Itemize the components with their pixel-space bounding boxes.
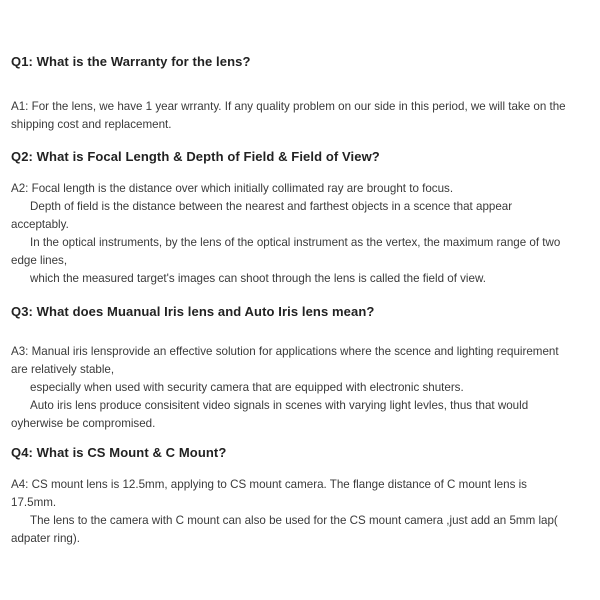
answer-1-line-2: shipping cost and replacement.: [11, 118, 172, 131]
answer-2-line-6: which the measured target's images can shoot through the lens is called the field of view.: [30, 272, 486, 285]
answer-4: [11, 476, 556, 548]
answer-3-line-3: especially when used with security camera that are equipped with electronic shuters.: [30, 381, 464, 394]
answer-2-line-2: Depth of field is the distance between the nearest and farthest objects in a scence that appear: [30, 200, 513, 213]
answer-3-line-4: Auto iris lens produce consisitent video signals in scenes with varying light levles, thus that would: [30, 399, 529, 412]
answer-3-line-5: oyherwise be compromised.: [11, 417, 156, 430]
answer-2-line-4: In the optical instruments, by the lens of the optical instrument as the vertex, the maximum range of two: [30, 236, 561, 249]
answer-3: [11, 343, 559, 433]
question-4: Q4: What is CS Mount & C Mount?: [11, 445, 227, 460]
answer-2-line-1: A2: Focal length is the distance over which initially collimated ray are brought to focus.: [11, 182, 454, 195]
question-2: Q2: What is Focal Length & Depth of Field & Field of View?: [11, 149, 380, 164]
answer-3-line-1: A3: Manual iris lensprovide an effective solution for applications where the scence and lighting requirement: [11, 345, 559, 358]
answer-4-line-4: adpater ring).: [11, 532, 80, 545]
answer-2-line-3: acceptably.: [11, 218, 69, 231]
answer-3-line-2: are relatively stable,: [11, 363, 115, 376]
answer-1: [11, 98, 566, 134]
answer-1-line-1: A1: For the lens, we have 1 year wrranty. If any quality problem on our side in this period, we will take on the: [11, 100, 566, 113]
answer-4-line-1: A4: CS mount lens is 12.5mm, applying to CS mount camera. The flange distance of C mount lens is: [11, 478, 527, 491]
answer-2: [11, 180, 561, 288]
answer-4-line-2: 17.5mm.: [11, 496, 57, 509]
question-1: Q1: What is the Warranty for the lens?: [11, 54, 251, 69]
question-3: Q3: What does Muanual Iris lens and Auto Iris lens mean?: [11, 304, 375, 319]
answer-4-line-3: The lens to the camera with C mount can also be used for the CS mount camera ,just add an 5mm lap(: [30, 514, 558, 527]
answer-2-line-5: edge lines,: [11, 254, 68, 267]
